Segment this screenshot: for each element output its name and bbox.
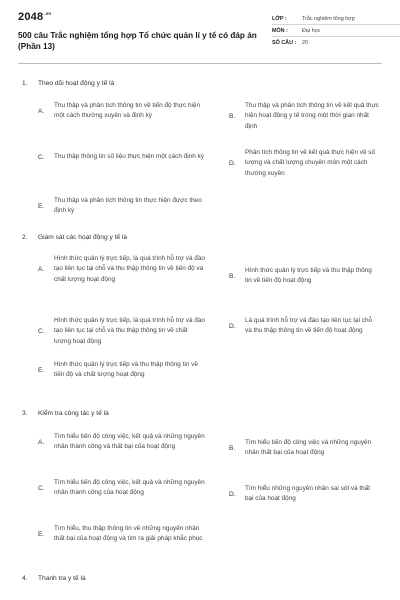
option-letter: E. — [38, 202, 45, 210]
option-a[interactable] — [38, 432, 223, 453]
option-text: Là quá trình hỗ trợ và đào tạo liên tục tại chỗ và thu thập thông tin về tiến độ hoạt động — [245, 317, 373, 335]
option-b[interactable] — [229, 438, 379, 459]
meta-row-subject — [272, 25, 400, 37]
option-text: Tìm hiểu những nguyên nhân sai sót và thất bại của hoạt động — [245, 485, 371, 503]
option-letter: E. — [38, 366, 45, 374]
option-e[interactable] — [38, 196, 223, 217]
option-e[interactable] — [38, 360, 223, 381]
question-text: Thanh tra y tế là — [38, 575, 86, 582]
meta-label: SỐ CÂU : — [272, 40, 297, 46]
question-stem — [22, 575, 86, 582]
option-text: Hình thức quản lý trực tiếp, là quá trình hỗ trợ và đào tạo liên tục tại chỗ và thu thập thông tin về chất lượng hoạt động — [54, 317, 205, 345]
option-letter: C. — [38, 328, 45, 336]
option-text: Hình thức quản lý trực tiếp và thu thập thông tin về tiến độ hoạt động — [245, 267, 372, 285]
option-text: Thu thập và phân tích thông tin về tiến độ thực hiện một cách thường xuyên và định kỳ — [54, 102, 201, 120]
meta-label: LỚP : — [272, 15, 287, 22]
option-text: Thu thập và phân tích thông tin về kết quả thực hiện hoạt động y tế trong một thời gian nhất định — [245, 102, 379, 130]
option-text: Thu thập và phân tích thông tin thực hiện được theo định kỳ — [54, 197, 202, 215]
question-stem — [22, 80, 114, 87]
option-d[interactable] — [229, 148, 379, 179]
option-text: Tìm hiểu tiến độ công việc và những nguyên nhân thất bại của hoạt động — [245, 439, 372, 457]
question-4 — [18, 575, 382, 589]
question-stem — [22, 234, 127, 241]
option-c[interactable] — [38, 152, 223, 162]
question-text: Kiểm tra công tác y tế là — [38, 410, 109, 417]
option-b[interactable] — [229, 101, 379, 132]
option-e[interactable] — [38, 524, 223, 545]
option-text: Hình thức quản lý trực tiếp và thu thập thông tin về tiến độ và chất lượng hoạt động — [54, 361, 198, 379]
option-letter: A. — [38, 266, 45, 274]
option-letter: C. — [38, 153, 45, 161]
meta-value: Trắc nghiệm tổng hợp — [302, 15, 355, 22]
question-number: 1. — [22, 80, 28, 87]
meta-row-count — [272, 37, 400, 49]
option-letter: B. — [229, 444, 236, 452]
question-stem — [22, 410, 109, 417]
question-number: 3. — [22, 410, 28, 417]
option-c[interactable] — [38, 316, 223, 347]
option-d[interactable] — [229, 484, 379, 505]
document-header — [18, 0, 382, 64]
meta-row-class — [272, 13, 400, 25]
option-b[interactable] — [229, 266, 379, 287]
question-2 — [18, 234, 382, 404]
question-text: Giám sát các hoạt động y tế là — [38, 234, 128, 241]
option-text: Tìm hiểu, thu thập thông tin về những nguyên nhân thất bại của hoạt động và tìm ra giải pháp khắc phục — [54, 525, 203, 543]
meta-label: MÔN : — [272, 27, 288, 34]
logo-tld: .vn — [44, 11, 52, 17]
option-a[interactable] — [38, 254, 223, 285]
option-text: Thu thập thông tin số liệu thực hiện một cách định kỳ — [54, 153, 204, 160]
option-letter: C. — [38, 484, 45, 492]
option-text: Tìm hiểu tiến độ công việc, kết quả và những nguyên nhân thành công và thất bại của hoạt động — [54, 433, 205, 451]
option-letter: B. — [229, 272, 236, 280]
option-text: Hình thức quản lý trực tiếp, là quá trình hỗ trợ và đào tạo liên tục tại chỗ và thu thập thông tin về tiến độ và chất lượng hoạt động — [54, 255, 205, 283]
option-text: Tìm hiểu tiến độ công việc, kết quả và những nguyên nhân thành công của hoạt động — [54, 479, 205, 497]
question-3 — [18, 410, 382, 570]
document-title: 500 câu Trắc nghiệm tổng hợp Tổ chức quản lí y tế có đáp án (Phần 13) — [18, 31, 257, 51]
option-letter: A. — [38, 438, 45, 446]
document-meta — [272, 13, 400, 49]
option-letter: A. — [38, 107, 45, 115]
option-letter: D. — [229, 160, 236, 168]
meta-value: Đại học — [302, 27, 321, 34]
site-logo[interactable] — [18, 11, 51, 23]
option-a[interactable] — [38, 101, 223, 122]
meta-value: 20 — [302, 40, 308, 46]
logo-text: 2048 — [18, 11, 44, 23]
option-letter: E. — [38, 530, 45, 538]
question-text: Theo dõi hoạt động y tế là — [38, 80, 115, 87]
option-letter: B. — [229, 113, 236, 121]
option-d[interactable] — [229, 316, 379, 337]
option-c[interactable] — [38, 478, 223, 499]
question-1 — [18, 80, 382, 220]
option-letter: D. — [229, 322, 236, 330]
question-number: 2. — [22, 234, 28, 241]
option-letter: D. — [229, 490, 236, 498]
question-number: 4. — [22, 575, 28, 582]
option-text: Phân tích thông tin về kết quả thực hiện về số lượng và chất lượng chuyên môn một cách thường xuyên — [245, 149, 376, 177]
